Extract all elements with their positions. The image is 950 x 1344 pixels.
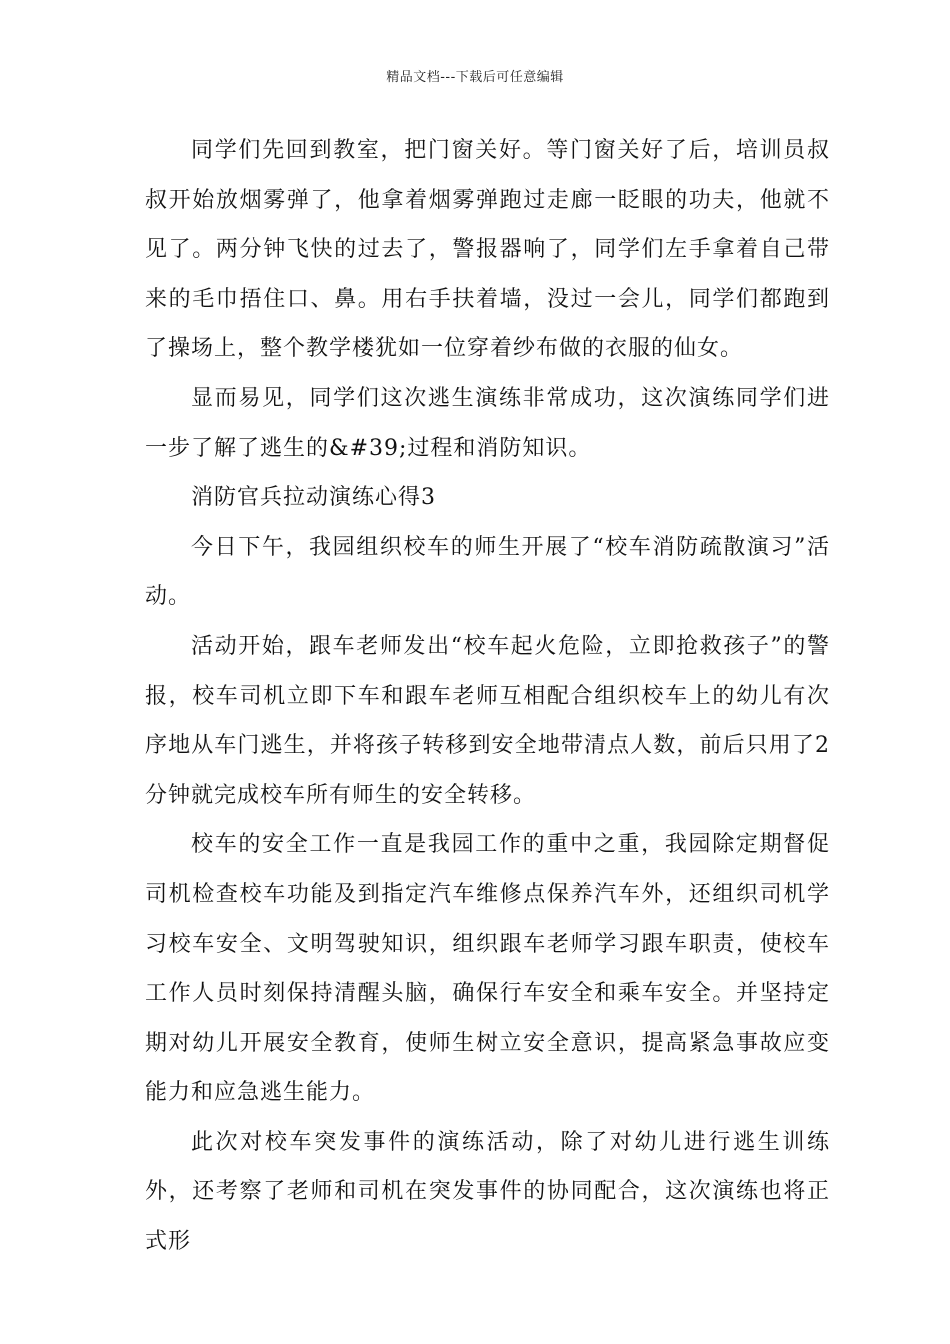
paragraph-3: 今日下午，我园组织校车的师生开展了“校车消防疏散演习”活动。 (145, 534, 830, 610)
paragraph-2: 显而易见，同学们这次逃生演练非常成功，这次演练同学们进一步了解了逃生的&#39;过程和消防知识。 (145, 385, 830, 461)
page-header: 精品文档---下载后可任意编辑 (386, 70, 564, 85)
paragraph-1: 同学们先回到教室，把门窗关好。等门窗关好了后，培训员叔叔开始放烟雾弹了，他拿着烟雾弹跑过走廊一眨眼的功夫，他就不见了。两分钟飞快的过去了，警报器响了，同学们左手拿着自己带来的毛巾捂住口、鼻。用右手扶着墙，没过一会儿，同学们都跑到了操场上，整个教学楼犹如一位穿着纱布做的衣服的仙女。 (145, 138, 830, 362)
paragraph-6: 此次对校车突发事件的演练活动，除了对幼儿进行逃生训练外，还考察了老师和司机在突发事件的协同配合，这次演练也将正式形 (145, 1129, 830, 1255)
document-body (145, 126, 830, 1267)
section-heading: 消防官兵拉动演练心得3 (191, 485, 436, 511)
paragraph-5: 校车的安全工作一直是我园工作的重中之重，我园除定期督促司机检查校车功能及到指定汽车维修点保养汽车外，还组织司机学习校车安全、文明驾驶知识，组织跟车老师学习跟车职责，使校车工作人员时刻保持清醒头脑，确保行车安全和乘车安全。并坚持定期对幼儿开展安全教育，使师生树立安全意识，提高紧急事故应变能力和应急逃生能力。 (145, 832, 830, 1106)
paragraph-4: 活动开始，跟车老师发出“校车起火危险，立即抢救孩子”的警报，校车司机立即下车和跟车老师互相配合组织校车上的幼儿有次序地从车门逃生，并将孩子转移到安全地带清点人数，前后只用了2分钟就完成校车所有师生的安全转移。 (145, 633, 830, 808)
